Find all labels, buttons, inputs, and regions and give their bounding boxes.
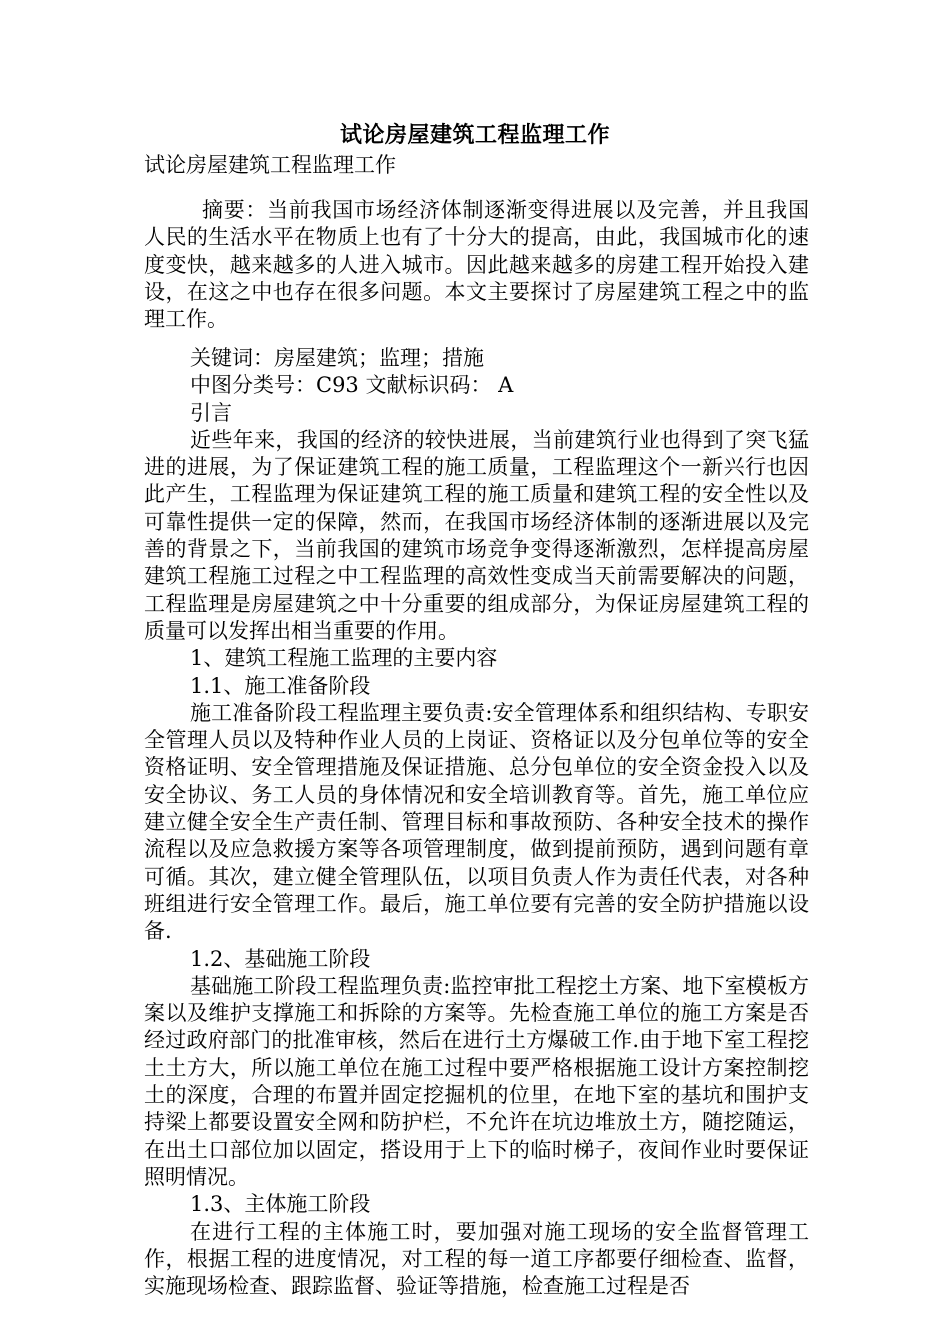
section-1-2-heading: 1.2、基础施工阶段 (190, 946, 371, 971)
section-1-1-heading: 1.1、施工准备阶段 (190, 673, 371, 698)
document-subtitle: 试论房屋建筑工程监理工作 (144, 153, 396, 177)
section-1-heading: 1、建筑工程施工监理的主要内容 (190, 646, 498, 671)
classification-line: 中图分类号：C93 文献标识码： A (190, 373, 514, 398)
keywords-line: 关键词：房屋建筑；监理；措施 (190, 346, 484, 370)
section-1-2-paragraph: 基础施工阶段工程监理负责:监控审批工程挖土方案、地下室模板方案以及维护支撑施工和拆除的方案等。先检查施工单位的施工方案是否经过政府部门的批准审核，然后在进行土方爆破工作.由于地下室工程挖土土方大，所以施工单位在施工过程中要严格根据施工设计方案控制挖土的深度，合理的布置并固定挖掘机的位里，在地下室的基坑和围护支持梁上都要设置安全网和防护栏，不允许在坑边堆放土方，随挖随运，在出土口部位加以固定，搭设用于上下的临时梯子，夜间作业时要保证照明情况。 (144, 973, 809, 1189)
intro-heading: 引言 (190, 400, 232, 425)
intro-paragraph: 近些年来，我国的经济的较快进展，当前建筑行业也得到了突飞猛进的进展，为了保证建筑工程的施工质量，工程监理这个一新兴行也因此产生，工程监理为保证建筑工程的施工质量和建筑工程的安全性以及可靠性提供一定的保障，然而，在我国市场经济体制的逐渐进展以及完善的背景之下，当前我国的建筑市场竞争变得逐渐激烈，怎样提高房屋建筑工程施工过程之中工程监理的高效性变成当天前需要解决的问题，工程监理是房屋建筑之中十分重要的组成部分，为保证房屋建筑工程的质量可以发挥出相当重要的作用。 (144, 427, 809, 643)
abstract-paragraph: 摘要：当前我国市场经济体制逐渐变得进展以及完善，并且我国人民的生活水平在物质上也有了十分大的提高，由此，我国城市化的速度变快，越来越多的人进入城市。因此越来越多的房建工程开始投入建设，在这之中也存在很多问题。本文主要探讨了房屋建筑工程之中的监理工作。 (144, 198, 809, 332)
document-title: 试论房屋建筑工程监理工作 (339, 122, 610, 148)
abstract-section (144, 197, 809, 333)
section-1-1-paragraph: 施工准备阶段工程监理主要负责:安全管理体系和组织结构、专职安全管理人员以及特种作业人员的上岗证、资格证以及分包单位等的安全资格证明、安全管理措施及保证措施、总分包单位的安全资金投入以及安全协议、务工人员的身体情况和安全培训教育等。首先，施工单位应建立健全安全生产责任制、管理目标和事故预防、各种安全技术的操作流程以及应急救援方案等各项管理制度，做到提前预防，遇到问题有章可循。其次，建立健全管理队伍，以项目负责人作为责任代表，对各种班组进行安全管理工作。最后，施工单位要有完善的安全防护措施以设备. (144, 700, 809, 944)
main-body (144, 345, 809, 1300)
section-1-3-heading: 1.3、主体施工阶段 (190, 1192, 371, 1217)
section-1-3-paragraph: 在进行工程的主体施工时，要加强对施工现场的安全监督管理工作，根据工程的进度情况，对工程的每一道工序都要仔细检查、监督，实施现场检查、跟踪监督、验证等措施，检查施工过程是否 (144, 1219, 809, 1299)
